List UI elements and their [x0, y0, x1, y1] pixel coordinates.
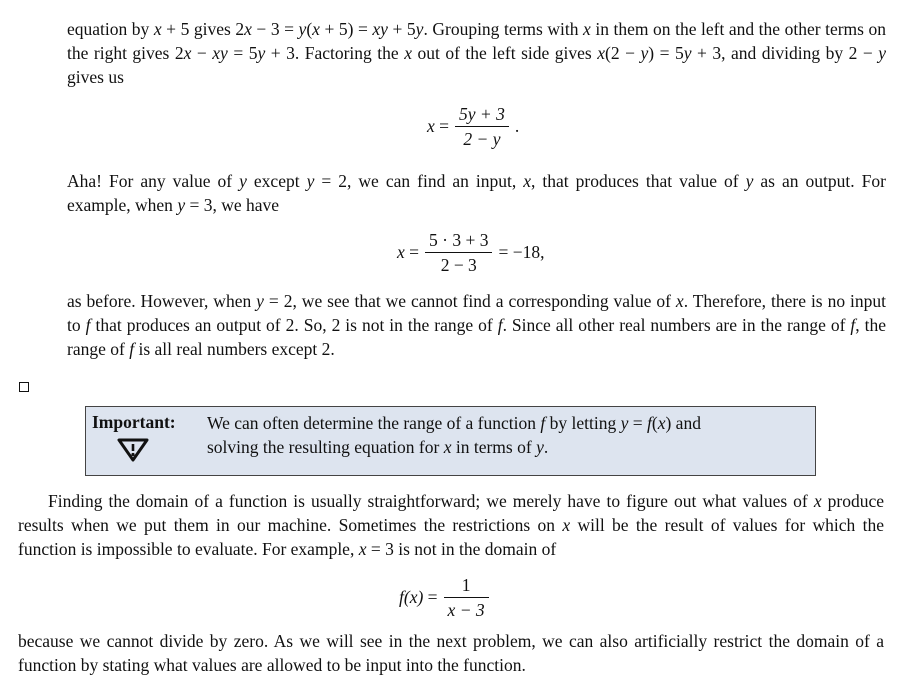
fraction: $\frac{5 \cdot 3 + 3}{2 - 3}$	[425, 230, 492, 275]
equation-f-of-x: f(x) = $\frac{1}{x - 3}$	[399, 575, 495, 620]
equation-x-solved: x = $\frac{5y + 3}{2 - y}$ .	[427, 104, 520, 149]
paragraph-solving-for-x: equation by x + 5 gives 2x − 3 = y(x + 5) = xy + 5y. Grouping terms with x in them on the left and the other terms on the right gives 2x − xy = 5y + 3. Factoring the x out of the left side gives x(2 − y) = 5y + 3, and dividing by 2 − y gives us	[67, 19, 887, 87]
paragraph-aha: Aha! For any value of y except y = 2, we can find an input, x, that produces that value of y as an output. For example, when y = 3, we have	[67, 171, 886, 215]
callout-label: Important:	[92, 412, 176, 432]
end-of-solution-square	[19, 382, 29, 392]
paragraph-range-conclusion: as before. However, when y = 2, we see that we cannot find a corresponding value of x. Therefore, there is no input to f that produces an output of 2. So, 2 is not in the range of f. Since all other real numbers are in the range of f, the range of f is all real numbers except 2.	[67, 291, 887, 359]
paragraph-divide-by-zero: because we cannot divide by zero. As we will see in the next problem, we can also artificially restrict the domain of a function by stating what values are allowed to be input into the function.	[18, 631, 885, 675]
fraction: $\frac{5y + 3}{2 - y}$	[455, 104, 509, 149]
equation-example: x = $\frac{5 \cdot 3 + 3}{2 - 3}$ = −18,	[397, 230, 545, 275]
fraction: $\frac{1}{x - 3}$	[444, 575, 489, 620]
callout-text: We can often determine the range of a function f by letting y = f(x) and solving the resulting equation for x in terms of y.	[207, 413, 701, 457]
paragraph-domain: Finding the domain of a function is usually straightforward; we merely have to figure out what values of x produce results when we put them in our machine. Sometimes the restrictions on x will be the result of values for which the function is impossible to evaluate. For example, x = 3 is not in the domain of	[18, 491, 885, 559]
warning-icon	[116, 437, 150, 463]
important-callout	[85, 406, 816, 476]
